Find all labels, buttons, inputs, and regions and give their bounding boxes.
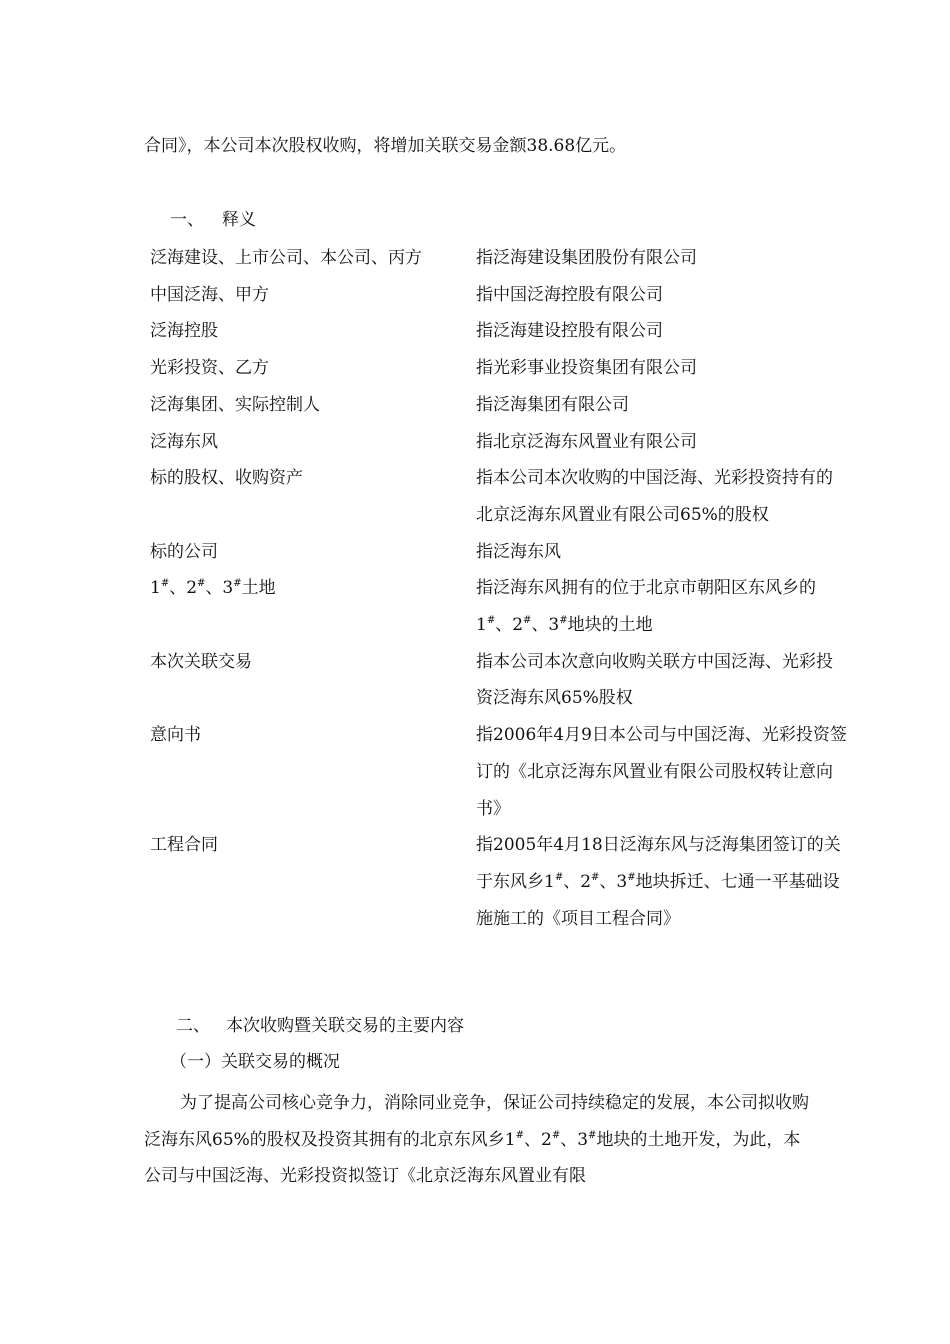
definition-text: 指泛海集团有限公司 [476, 394, 629, 415]
plot-number-mark: # [591, 871, 600, 883]
intro-line: 合同》，本公司本次股权收购，将增加关联交易金额38.68亿元。 [144, 136, 627, 156]
plot-number-mark: # [523, 615, 532, 627]
plot-number-mark: # [588, 1129, 597, 1141]
definitions-table [150, 240, 848, 937]
section-heading-main-content [176, 1014, 464, 1038]
definition-term: 泛海东风 [150, 431, 218, 452]
definition-term: 标的股权、收购资产 [150, 468, 303, 489]
plot-number-mark: # [627, 871, 636, 883]
plot-number-mark: # [233, 578, 242, 590]
section-number: 二、 [176, 1016, 210, 1036]
definition-text: 指2005年4月18日泛海东风与泛海集团签订的关于东风乡1#、2#、3#地块拆迁、七通一平基础设施施工的《项目工程合同》 [476, 835, 841, 929]
definition-term: 光彩投资、乙方 [150, 358, 269, 379]
body-paragraph [144, 1085, 809, 1195]
definition-text: 指2006年4月9日本公司与中国泛海、光彩投资签订的《北京泛海东风置业有限公司股权转让意向书》 [476, 725, 847, 819]
definition-text: 指光彩事业投资集团有限公司 [476, 358, 697, 379]
definition-text: 指北京泛海东风置业有限公司 [476, 431, 697, 452]
plot-number-mark: # [486, 615, 496, 627]
plot-number-mark: # [197, 578, 206, 590]
definition-text: 指泛海建设集团股份有限公司 [476, 248, 697, 268]
definition-text: 指泛海建设控股有限公司 [476, 321, 663, 342]
section-title: 本次收购暨关联交易的主要内容 [226, 1016, 464, 1036]
table-row [150, 313, 848, 350]
plot-number-mark: # [559, 615, 568, 627]
definition-term: 工程合同 [150, 835, 218, 856]
table-row [150, 460, 848, 533]
plot-number-mark: # [160, 578, 170, 590]
definition-term: 本次关联交易 [150, 651, 252, 672]
definition-text: 指泛海东风 [476, 541, 561, 562]
definition-text: 指泛海东风拥有的位于北京市朝阳区东风乡的1#、2#、3#地块的土地 [476, 578, 816, 636]
table-row [150, 277, 848, 314]
definition-text: 指中国泛海控股有限公司 [476, 284, 663, 305]
table-row [150, 387, 848, 424]
section-title: 释义 [222, 210, 256, 230]
definition-term: 泛海控股 [150, 321, 218, 342]
plot-number-mark: # [515, 1129, 524, 1141]
definition-term: 中国泛海、甲方 [150, 284, 269, 305]
definition-term: 泛海集团、实际控制人 [150, 394, 320, 415]
definition-term: 泛海建设、上市公司、本公司、丙方 [150, 248, 422, 268]
definition-text: 指本公司本次意向收购关联方中国泛海、光彩投资泛海东风65%股权 [476, 651, 833, 709]
plot-number-mark: # [551, 1129, 561, 1141]
definition-term: 1#、2#、3#土地 [150, 578, 276, 599]
paragraph-text: 为了提高公司核心竞争力，消除同业竞争，保证公司持续稳定的发展，本公司拟收购泛海东风65%的股权及投资其拥有的北京东风乡1#、2#、3#地块的土地开发，为此，本公司与中国泛海、光彩投资拟签订《北京泛海东风置业有限 [144, 1093, 809, 1186]
table-row [150, 644, 848, 717]
table-row [150, 827, 848, 937]
definition-term: 标的公司 [150, 541, 218, 562]
table-row [150, 534, 848, 571]
section-heading-definitions [170, 208, 256, 232]
table-row [150, 717, 848, 827]
table-row [150, 240, 848, 277]
definition-term: 意向书 [150, 725, 201, 746]
definition-text: 指本公司本次收购的中国泛海、光彩投资持有的北京泛海东风置业有限公司65%的股权 [476, 468, 833, 525]
table-row [150, 350, 848, 387]
plot-number-mark: # [554, 871, 564, 883]
table-row [150, 570, 848, 643]
table-row [150, 424, 848, 461]
subsection-heading: （一）关联交易的概况 [170, 1052, 340, 1072]
section-number: 一、 [170, 210, 204, 230]
